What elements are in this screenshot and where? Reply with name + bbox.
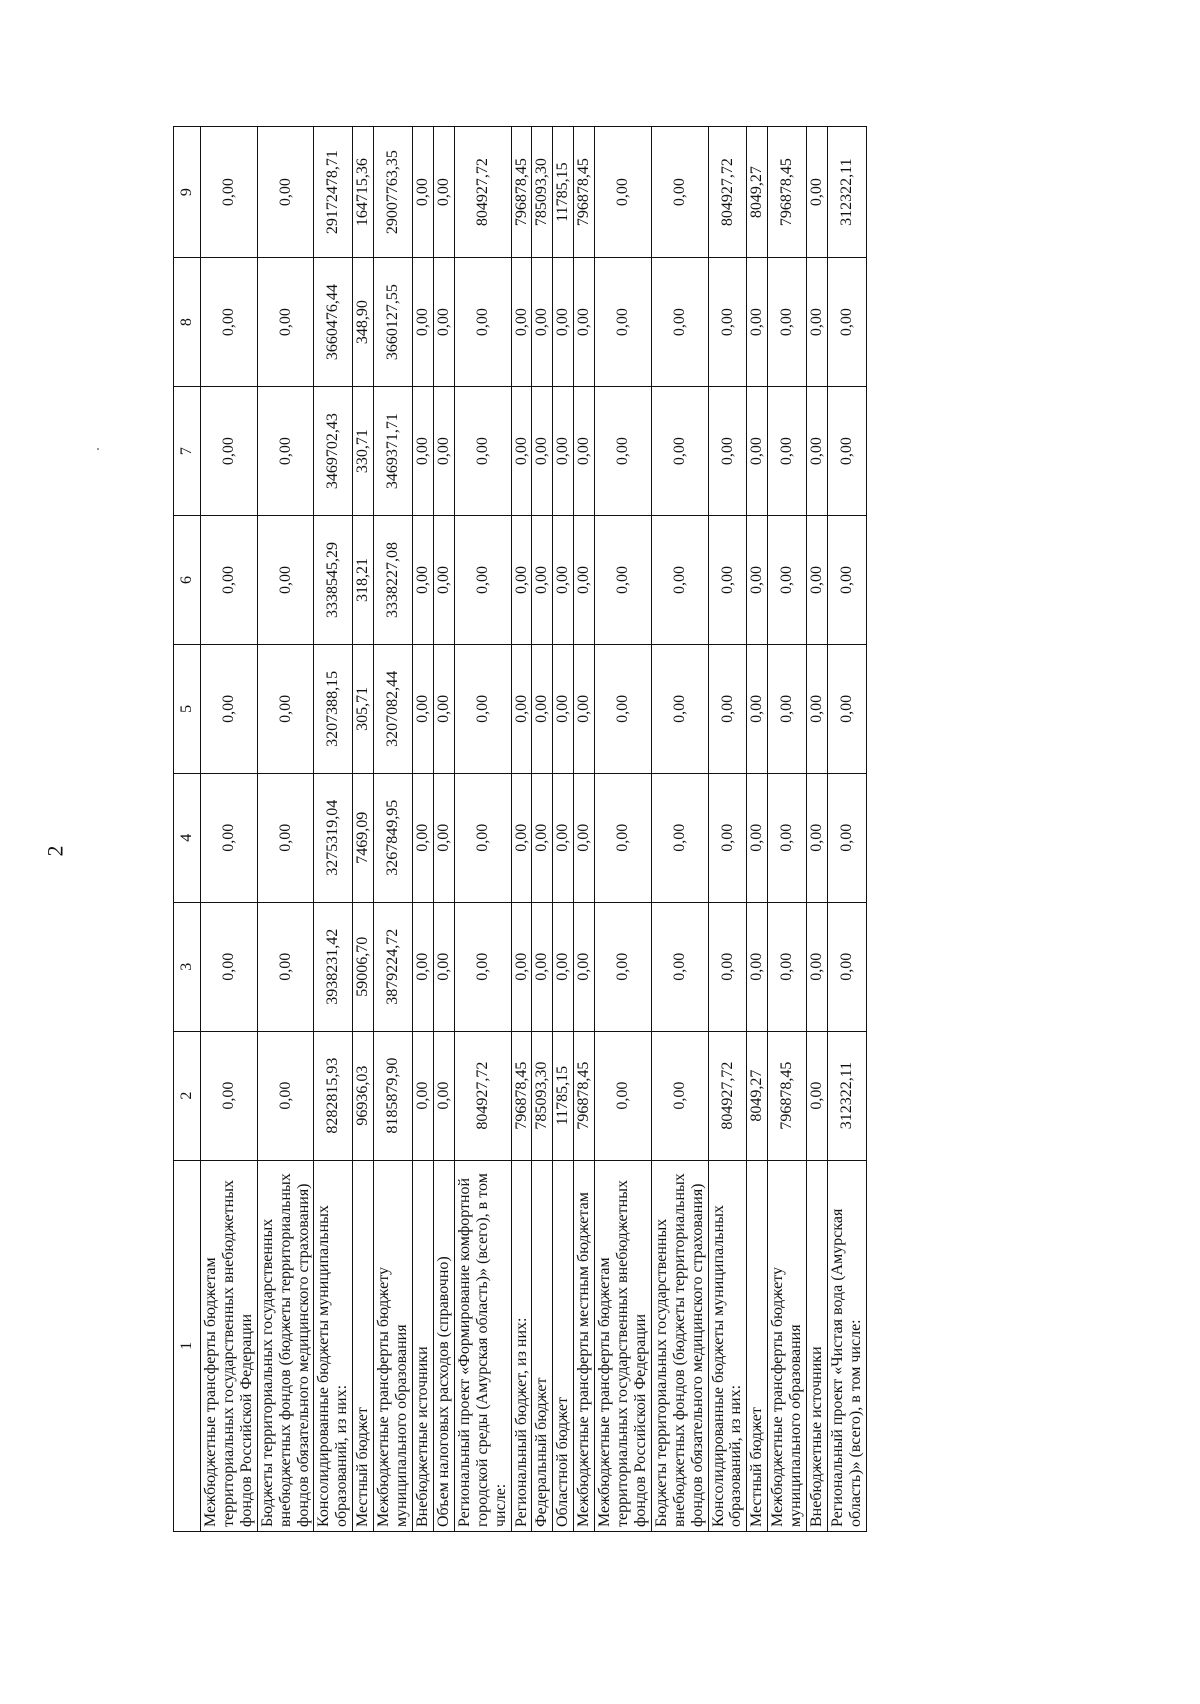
row-label: Консолидированные бюджеты муниципальных образований, из них: bbox=[314, 1160, 353, 1531]
cell-value: 0,00 bbox=[532, 516, 553, 645]
cell-value: 312322,11 bbox=[828, 127, 867, 258]
cell-value: 0,00 bbox=[708, 258, 747, 387]
cell-value: 0,00 bbox=[747, 902, 768, 1031]
cell-value: 796878,45 bbox=[511, 1031, 532, 1160]
row-label: Областной бюджет bbox=[553, 1160, 574, 1531]
cell-value: 785093,30 bbox=[532, 1031, 553, 1160]
cell-value: 0,00 bbox=[257, 258, 314, 387]
cell-value: 804927,72 bbox=[454, 127, 511, 258]
cell-value: 318,21 bbox=[353, 516, 374, 645]
cell-value: 0,00 bbox=[433, 516, 454, 645]
cell-value: 0,00 bbox=[511, 902, 532, 1031]
cell-value: 0,00 bbox=[708, 773, 747, 902]
cell-value: 3879224,72 bbox=[374, 902, 413, 1031]
cell-value: 0,00 bbox=[201, 1031, 258, 1160]
cell-value: 0,00 bbox=[768, 387, 807, 516]
cell-value: 0,00 bbox=[511, 516, 532, 645]
cell-value: 0,00 bbox=[412, 258, 433, 387]
cell-value: 0,00 bbox=[651, 387, 708, 516]
cell-value: 29007763,35 bbox=[374, 127, 413, 258]
cell-value: 0,00 bbox=[747, 516, 768, 645]
table-row bbox=[374, 127, 413, 1532]
cell-value: 0,00 bbox=[807, 773, 828, 902]
cell-value: 0,00 bbox=[532, 387, 553, 516]
table-row bbox=[314, 127, 353, 1532]
row-label: Бюджеты территориальных государственных внебюджетных фондов (бюджеты территориальных фондов обязательного медицинского страхования) bbox=[257, 1160, 314, 1531]
table-body bbox=[201, 127, 867, 1532]
cell-value: 0,00 bbox=[595, 258, 652, 387]
rotated-page-content bbox=[173, 126, 867, 1532]
cell-value: 8282815,93 bbox=[314, 1031, 353, 1160]
cell-value: 785093,30 bbox=[532, 127, 553, 258]
cell-value: 0,00 bbox=[201, 902, 258, 1031]
column-header: 3 bbox=[174, 902, 201, 1031]
cell-value: 0,00 bbox=[433, 387, 454, 516]
row-label: Консолидированные бюджеты муниципальных образований, из них: bbox=[708, 1160, 747, 1531]
row-label: Межбюджетные трансферты местным бюджетам bbox=[574, 1160, 595, 1531]
row-label: Бюджеты территориальных государственных внебюджетных фондов (бюджеты территориальных фондов обязательного медицинского страхования) bbox=[651, 1160, 708, 1531]
table-row bbox=[257, 127, 314, 1532]
cell-value: 0,00 bbox=[574, 644, 595, 773]
cell-value: 0,00 bbox=[807, 127, 828, 258]
cell-value: 796878,45 bbox=[768, 1031, 807, 1160]
cell-value: 0,00 bbox=[595, 644, 652, 773]
cell-value: 0,00 bbox=[574, 902, 595, 1031]
cell-value: 0,00 bbox=[828, 387, 867, 516]
cell-value: 0,00 bbox=[553, 387, 574, 516]
cell-value: 0,00 bbox=[454, 773, 511, 902]
cell-value: 796878,45 bbox=[768, 127, 807, 258]
cell-value: 0,00 bbox=[595, 1031, 652, 1160]
cell-value: 0,00 bbox=[651, 902, 708, 1031]
cell-value: 0,00 bbox=[433, 127, 454, 258]
cell-value: 0,00 bbox=[807, 1031, 828, 1160]
cell-value: 0,00 bbox=[257, 516, 314, 645]
cell-value: 305,71 bbox=[353, 644, 374, 773]
table-row bbox=[433, 127, 454, 1532]
cell-value: 0,00 bbox=[454, 258, 511, 387]
cell-value: 0,00 bbox=[257, 773, 314, 902]
table-row bbox=[511, 127, 532, 1532]
table-row bbox=[412, 127, 433, 1532]
cell-value: 0,00 bbox=[433, 644, 454, 773]
cell-value: 0,00 bbox=[412, 1031, 433, 1160]
cell-value: 0,00 bbox=[412, 387, 433, 516]
cell-value: 0,00 bbox=[708, 387, 747, 516]
cell-value: 0,00 bbox=[454, 516, 511, 645]
cell-value: 0,00 bbox=[532, 644, 553, 773]
cell-value: 0,00 bbox=[412, 644, 433, 773]
table-header-row bbox=[174, 127, 201, 1532]
cell-value: 3207082,44 bbox=[374, 644, 413, 773]
cell-value: 0,00 bbox=[828, 902, 867, 1031]
cell-value: 3938231,42 bbox=[314, 902, 353, 1031]
column-header: 1 bbox=[174, 1160, 201, 1531]
row-label: Межбюджетные трансферты бюджету муниципального образования bbox=[768, 1160, 807, 1531]
cell-value: 96936,03 bbox=[353, 1031, 374, 1160]
cell-value: 0,00 bbox=[257, 902, 314, 1031]
cell-value: 0,00 bbox=[574, 258, 595, 387]
row-label: Межбюджетные трансферты бюджетам территориальных государственных внебюджетных фондов Российской Федерации bbox=[201, 1160, 258, 1531]
row-label: Межбюджетные трансферты бюджетам территориальных государственных внебюджетных фондов Российской Федерации bbox=[595, 1160, 652, 1531]
table-row bbox=[708, 127, 747, 1532]
cell-value: 0,00 bbox=[807, 516, 828, 645]
table-row bbox=[553, 127, 574, 1532]
cell-value: 0,00 bbox=[595, 773, 652, 902]
cell-value: 0,00 bbox=[532, 258, 553, 387]
cell-value: 0,00 bbox=[201, 644, 258, 773]
cell-value: 3207388,15 bbox=[314, 644, 353, 773]
cell-value: 0,00 bbox=[828, 258, 867, 387]
cell-value: 0,00 bbox=[768, 644, 807, 773]
cell-value: 0,00 bbox=[708, 902, 747, 1031]
scan-speck bbox=[97, 448, 99, 450]
cell-value: 0,00 bbox=[747, 773, 768, 902]
cell-value: 0,00 bbox=[595, 516, 652, 645]
table-row bbox=[201, 127, 258, 1532]
cell-value: 0,00 bbox=[433, 902, 454, 1031]
cell-value: 0,00 bbox=[595, 387, 652, 516]
cell-value: 0,00 bbox=[768, 773, 807, 902]
row-label: Федеральный бюджет bbox=[532, 1160, 553, 1531]
cell-value: 804927,72 bbox=[708, 127, 747, 258]
cell-value: 0,00 bbox=[553, 516, 574, 645]
cell-value: 0,00 bbox=[651, 516, 708, 645]
budget-table bbox=[173, 126, 867, 1532]
column-header: 7 bbox=[174, 387, 201, 516]
cell-value: 0,00 bbox=[574, 773, 595, 902]
cell-value: 0,00 bbox=[201, 258, 258, 387]
cell-value: 0,00 bbox=[651, 773, 708, 902]
cell-value: 0,00 bbox=[553, 773, 574, 902]
cell-value: 0,00 bbox=[807, 258, 828, 387]
cell-value: 0,00 bbox=[651, 1031, 708, 1160]
cell-value: 0,00 bbox=[532, 902, 553, 1031]
cell-value: 0,00 bbox=[747, 644, 768, 773]
cell-value: 0,00 bbox=[511, 258, 532, 387]
cell-value: 0,00 bbox=[553, 644, 574, 773]
cell-value: 0,00 bbox=[595, 127, 652, 258]
column-header: 8 bbox=[174, 258, 201, 387]
table-row bbox=[353, 127, 374, 1532]
cell-value: 8049,27 bbox=[747, 1031, 768, 1160]
cell-value: 0,00 bbox=[433, 258, 454, 387]
cell-value: 796878,45 bbox=[574, 127, 595, 258]
cell-value: 0,00 bbox=[412, 516, 433, 645]
table-row bbox=[807, 127, 828, 1532]
cell-value: 0,00 bbox=[433, 773, 454, 902]
cell-value: 3469702,43 bbox=[314, 387, 353, 516]
column-header: 5 bbox=[174, 644, 201, 773]
cell-value: 0,00 bbox=[708, 516, 747, 645]
cell-value: 29172478,71 bbox=[314, 127, 353, 258]
cell-value: 0,00 bbox=[412, 773, 433, 902]
row-label: Региональный проект «Чистая вода (Амурская область)» (всего), в том числе: bbox=[828, 1160, 867, 1531]
table-row bbox=[828, 127, 867, 1532]
row-label: Местный бюджет bbox=[353, 1160, 374, 1531]
table-row bbox=[651, 127, 708, 1532]
cell-value: 0,00 bbox=[201, 127, 258, 258]
row-label: Региональный проект «Формирование комфортной городской среды (Амурская область)» (всего), в том числе: bbox=[454, 1160, 511, 1531]
cell-value: 0,00 bbox=[595, 902, 652, 1031]
cell-value: 0,00 bbox=[511, 644, 532, 773]
column-header: 2 bbox=[174, 1031, 201, 1160]
cell-value: 0,00 bbox=[828, 644, 867, 773]
row-label: Местный бюджет bbox=[747, 1160, 768, 1531]
cell-value: 0,00 bbox=[747, 258, 768, 387]
cell-value: 0,00 bbox=[257, 1031, 314, 1160]
cell-value: 0,00 bbox=[651, 258, 708, 387]
cell-value: 0,00 bbox=[828, 773, 867, 902]
row-label: Внебюджетные источники bbox=[412, 1160, 433, 1531]
cell-value: 0,00 bbox=[651, 127, 708, 258]
cell-value: 11785,15 bbox=[553, 1031, 574, 1160]
page-number: 2 bbox=[42, 845, 68, 857]
cell-value: 0,00 bbox=[532, 773, 553, 902]
cell-value: 348,90 bbox=[353, 258, 374, 387]
row-label: Межбюджетные трансферты бюджету муниципального образования bbox=[374, 1160, 413, 1531]
cell-value: 0,00 bbox=[747, 387, 768, 516]
cell-value: 0,00 bbox=[574, 516, 595, 645]
cell-value: 3660476,44 bbox=[314, 258, 353, 387]
table-row bbox=[574, 127, 595, 1532]
cell-value: 0,00 bbox=[768, 902, 807, 1031]
cell-value: 0,00 bbox=[433, 1031, 454, 1160]
cell-value: 3660127,55 bbox=[374, 258, 413, 387]
cell-value: 0,00 bbox=[454, 902, 511, 1031]
cell-value: 7469,09 bbox=[353, 773, 374, 902]
cell-value: 0,00 bbox=[807, 387, 828, 516]
cell-value: 0,00 bbox=[201, 516, 258, 645]
cell-value: 8185879,90 bbox=[374, 1031, 413, 1160]
cell-value: 796878,45 bbox=[511, 127, 532, 258]
row-label: Объем налоговых расходов (справочно) bbox=[433, 1160, 454, 1531]
table-row bbox=[595, 127, 652, 1532]
cell-value: 0,00 bbox=[201, 773, 258, 902]
column-header: 9 bbox=[174, 127, 201, 258]
table-row bbox=[768, 127, 807, 1532]
cell-value: 0,00 bbox=[553, 258, 574, 387]
cell-value: 804927,72 bbox=[708, 1031, 747, 1160]
cell-value: 164715,36 bbox=[353, 127, 374, 258]
cell-value: 3338227,08 bbox=[374, 516, 413, 645]
cell-value: 0,00 bbox=[574, 387, 595, 516]
column-header: 6 bbox=[174, 516, 201, 645]
cell-value: 11785,15 bbox=[553, 127, 574, 258]
table-row bbox=[454, 127, 511, 1532]
cell-value: 0,00 bbox=[828, 516, 867, 645]
cell-value: 0,00 bbox=[807, 644, 828, 773]
cell-value: 0,00 bbox=[201, 387, 258, 516]
cell-value: 330,71 bbox=[353, 387, 374, 516]
table-row bbox=[747, 127, 768, 1532]
cell-value: 3267849,95 bbox=[374, 773, 413, 902]
table-row bbox=[532, 127, 553, 1532]
cell-value: 0,00 bbox=[412, 902, 433, 1031]
cell-value: 0,00 bbox=[454, 387, 511, 516]
cell-value: 0,00 bbox=[257, 127, 314, 258]
cell-value: 3275319,04 bbox=[314, 773, 353, 902]
row-label: Региональный бюджет, из них: bbox=[511, 1160, 532, 1531]
cell-value: 59006,70 bbox=[353, 902, 374, 1031]
cell-value: 796878,45 bbox=[574, 1031, 595, 1160]
cell-value: 0,00 bbox=[553, 902, 574, 1031]
cell-value: 0,00 bbox=[768, 258, 807, 387]
cell-value: 0,00 bbox=[454, 644, 511, 773]
cell-value: 0,00 bbox=[768, 516, 807, 645]
cell-value: 0,00 bbox=[412, 127, 433, 258]
cell-value: 0,00 bbox=[651, 644, 708, 773]
column-header: 4 bbox=[174, 773, 201, 902]
cell-value: 3469371,71 bbox=[374, 387, 413, 516]
cell-value: 0,00 bbox=[257, 644, 314, 773]
cell-value: 3338545,29 bbox=[314, 516, 353, 645]
cell-value: 312322,11 bbox=[828, 1031, 867, 1160]
cell-value: 804927,72 bbox=[454, 1031, 511, 1160]
cell-value: 0,00 bbox=[257, 387, 314, 516]
cell-value: 0,00 bbox=[511, 387, 532, 516]
cell-value: 0,00 bbox=[708, 644, 747, 773]
cell-value: 0,00 bbox=[511, 773, 532, 902]
cell-value: 8049,27 bbox=[747, 127, 768, 258]
row-label: Внебюджетные источники bbox=[807, 1160, 828, 1531]
cell-value: 0,00 bbox=[807, 902, 828, 1031]
